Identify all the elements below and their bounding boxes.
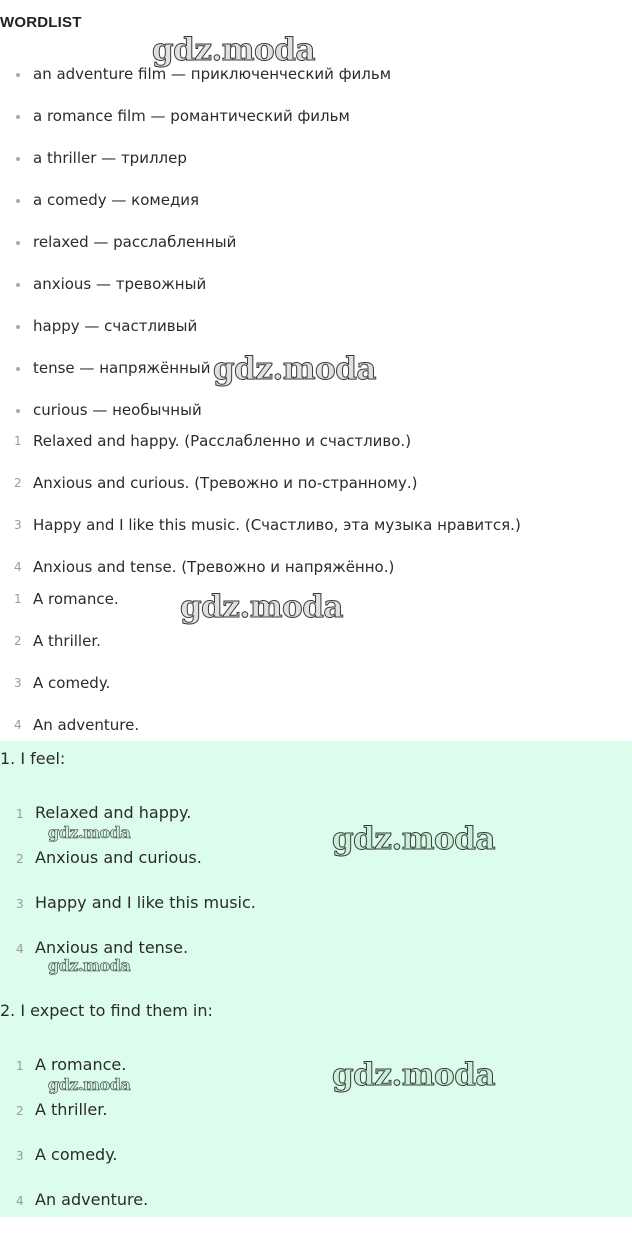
item-text: A romance. <box>33 590 119 608</box>
list-item <box>0 1099 148 1144</box>
bullet-icon <box>16 73 20 77</box>
list-item <box>0 232 391 274</box>
list-item <box>0 64 391 106</box>
item-number: 1 <box>16 1059 24 1073</box>
bullet-icon <box>16 241 20 245</box>
list-item <box>0 148 391 190</box>
watermark: gdz.moda <box>332 821 495 857</box>
item-number: 1 <box>16 807 24 821</box>
list-item <box>0 274 391 316</box>
list-item <box>0 892 256 937</box>
item-text: A comedy. <box>33 674 111 692</box>
wordlist-entry: tense — напряжённый <box>33 359 211 377</box>
item-number: 1 <box>14 592 22 606</box>
watermark: gdz.moda <box>48 823 131 842</box>
item-text: A comedy. <box>35 1145 118 1164</box>
item-number: 4 <box>14 718 22 732</box>
question-heading: 1. I feel: <box>0 749 66 768</box>
item-text: Anxious and curious. <box>35 848 202 867</box>
list-item <box>0 515 521 557</box>
item-number: 4 <box>16 1194 24 1208</box>
item-number: 4 <box>14 560 22 574</box>
item-number: 3 <box>16 1149 24 1163</box>
bullet-icon <box>16 367 20 371</box>
translation-list <box>0 431 521 599</box>
list-item <box>0 473 521 515</box>
item-text: A thriller. <box>35 1100 108 1119</box>
wordlist-entry: anxious — тревожный <box>33 275 207 293</box>
item-number: 2 <box>14 476 22 490</box>
bullet-icon <box>16 157 20 161</box>
watermark: gdz.moda <box>152 32 315 68</box>
wordlist-entry: curious — необычный <box>33 401 202 419</box>
bullet-icon <box>16 409 20 413</box>
item-number: 3 <box>14 676 22 690</box>
watermark: gdz.moda <box>48 1075 131 1094</box>
list-item <box>0 106 391 148</box>
item-number: 3 <box>14 518 22 532</box>
list-item <box>0 673 139 715</box>
wordlist-entry: happy — счастливый <box>33 317 198 335</box>
item-number: 2 <box>16 852 24 866</box>
wordlist-entry: relaxed — расслабленный <box>33 233 237 251</box>
genre-list <box>0 589 139 757</box>
wordlist-heading: WORDLIST <box>0 14 82 31</box>
item-text: A romance. <box>35 1055 127 1074</box>
item-number: 1 <box>14 434 22 448</box>
item-text: Relaxed and happy. <box>35 803 192 822</box>
wordlist-entry: a romance film — романтический фильм <box>33 107 350 125</box>
bullet-icon <box>16 325 20 329</box>
list-item <box>0 631 139 673</box>
answer-panel <box>0 741 632 1217</box>
item-text: A thriller. <box>33 632 101 650</box>
item-number: 3 <box>16 897 24 911</box>
bullet-icon <box>16 283 20 287</box>
wordlist-entry: an adventure film — приключенческий фильм <box>33 65 392 83</box>
list-item <box>0 431 521 473</box>
wordlist-entry: a thriller — триллер <box>33 149 187 167</box>
item-text: An adventure. <box>35 1190 149 1209</box>
list-item <box>0 190 391 232</box>
list-item <box>0 847 256 892</box>
bullet-icon <box>16 199 20 203</box>
list-item <box>0 589 139 631</box>
wordlist-entry: a comedy — комедия <box>33 191 200 209</box>
watermark: gdz.moda <box>180 589 343 625</box>
item-text: Happy and I like this music. <box>35 893 256 912</box>
bullet-icon <box>16 115 20 119</box>
item-text: Happy and I like this music. (Счастливо, эта музыка нравится.) <box>33 516 521 534</box>
item-number: 2 <box>14 634 22 648</box>
watermark: gdz.moda <box>213 351 376 387</box>
item-number: 4 <box>16 942 24 956</box>
item-text: Anxious and curious. (Тревожно и по-странному.) <box>33 474 418 492</box>
item-text: Anxious and tense. (Тревожно и напряжённо.) <box>33 558 395 576</box>
item-number: 2 <box>16 1104 24 1118</box>
item-text: An adventure. <box>33 716 140 734</box>
list-item <box>0 1144 148 1189</box>
watermark: gdz.moda <box>332 1057 495 1093</box>
item-text: Anxious and tense. <box>35 938 189 957</box>
question-heading: 2. I expect to find them in: <box>0 1001 213 1020</box>
list-item <box>0 1189 148 1234</box>
item-text: Relaxed and happy. (Расслабленно и счастливо.) <box>33 432 412 450</box>
watermark: gdz.moda <box>48 956 131 975</box>
